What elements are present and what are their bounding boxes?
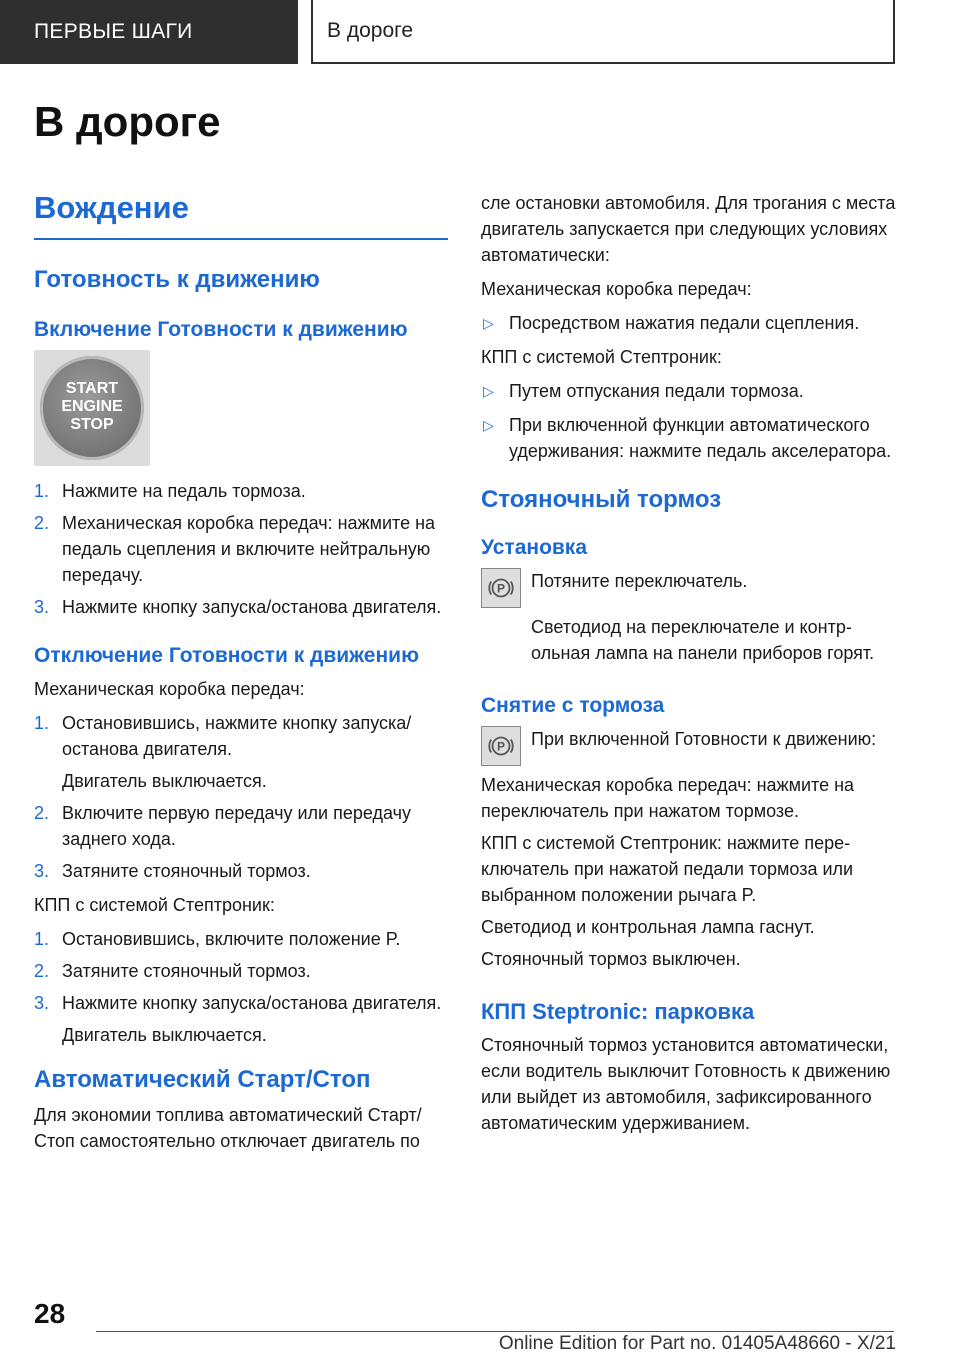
release-row <box>481 726 901 766</box>
parking-brake-icon <box>481 568 521 608</box>
release-step-3: КПП с системой Стептроник: нажмите переключатель при нажатой педали тормоза или выбранном положении рычага P. <box>481 833 854 905</box>
list-item <box>34 800 448 852</box>
steptronic-parking-text: Стояночный тормоз установится автоматически, если водитель выключит Готовность к движению или выйдет из автомобиля, зафиксированного автоматическим удерживанием. <box>481 1035 891 1133</box>
step-number: 1. <box>34 713 50 733</box>
steps-on-list <box>34 478 448 620</box>
release-step-1: При включенной Готовности к движению: <box>531 729 877 749</box>
step-number: 3. <box>34 861 50 881</box>
continued-text: сле остановки автомобиля. Для трогания с места двигатель запускается при следующих условиях автоматически: <box>481 193 896 265</box>
release-step-4: Светодиод и контрольная лампа гаснут. <box>481 917 815 937</box>
page-title: В дороге <box>34 98 221 145</box>
parking-brake-symbol-icon <box>488 733 514 759</box>
list-item <box>34 710 448 762</box>
set-step-2: Светодиод на переключателе и контрольная лампа на панели приборов горят. <box>531 617 875 663</box>
list-item <box>34 478 448 504</box>
bullet-triangle-icon: ▷ <box>483 315 494 331</box>
step-text: Остановившись, включите положение P. <box>62 929 401 949</box>
step-text: Затяните стояночный тормоз. <box>62 961 311 981</box>
page-header <box>0 0 960 66</box>
autostart-text: Для экономии топлива автоматический Старт/Стоп самостоятельно отключает двигатель по <box>34 1105 422 1151</box>
release-text-block <box>521 726 901 766</box>
steptronic-label: КПП с системой Стептроник: <box>481 347 722 367</box>
heading-autostart: Автоматический Старт/Стоп <box>34 1066 371 1093</box>
list-item <box>34 990 448 1016</box>
heading-driving: Вождение <box>34 190 448 240</box>
button-label <box>34 380 150 434</box>
list-item <box>34 958 448 984</box>
right-column <box>481 190 901 1136</box>
bullet-text: Посредством нажатия педали сцепления. <box>509 313 860 333</box>
list-item <box>34 594 448 620</box>
list-item <box>481 412 901 464</box>
heading-readiness: Готовность к движению <box>34 266 320 293</box>
step-number: 2. <box>34 961 50 981</box>
steps-off-auto-list <box>34 926 448 1048</box>
step-note: Двигатель выключается. <box>62 771 267 791</box>
set-row <box>481 568 901 608</box>
step-text: Затяните стояночный тормоз. <box>62 861 311 881</box>
set-step-1: Потяните переключатель. <box>531 571 748 591</box>
list-item <box>481 378 901 404</box>
button-label-engine: ENGINE <box>61 398 123 415</box>
step-number: 3. <box>34 597 50 617</box>
list-item <box>34 858 448 884</box>
svg-text:P: P <box>496 581 506 596</box>
release-step-2: Механическая коробка передач: нажмите на переключатель при нажатом тормозе. <box>481 775 855 821</box>
parking-brake-icon <box>481 726 521 766</box>
heading-readiness-on: Включение Готовности к движению <box>34 318 408 341</box>
start-engine-stop-button-image <box>34 350 150 466</box>
step-number: 1. <box>34 481 50 501</box>
heading-release: Снятие с тормоза <box>481 694 665 717</box>
step-number: 3. <box>34 993 50 1013</box>
step-text: Нажмите кнопку запуска/останова двигателя. <box>62 597 442 617</box>
steptronic-label: КПП с системой Стептроник: <box>34 895 275 915</box>
step-number: 2. <box>34 513 50 533</box>
step-text: Остановившись, нажмите кнопку запуска/ останова двигателя. <box>62 713 412 759</box>
set-text-block <box>521 568 901 608</box>
bullet-text: При включенной функции автоматического удерживания: нажмите педаль акселератора. <box>509 415 892 461</box>
section-title: В дороге <box>311 0 895 64</box>
step-text: Нажмите кнопку запуска/останова двигателя. <box>62 993 442 1013</box>
button-label-stop: STOP <box>70 416 114 433</box>
list-item <box>34 926 448 952</box>
footer-edition: Online Edition for Part no. 01405A48660 - X/21 <box>498 1333 896 1354</box>
step-text: Механическая коробка передач: нажмите на педаль сцепления и включите нейтральную передачу. <box>62 513 436 585</box>
step-number: 2. <box>34 803 50 823</box>
svg-text:P: P <box>496 739 506 754</box>
bullet-triangle-icon: ▷ <box>483 383 494 399</box>
bullet-text: Путем отпускания педали тормоза. <box>509 381 804 401</box>
footer-divider <box>96 1331 894 1332</box>
heading-set: Установка <box>481 536 587 559</box>
heading-readiness-off: Отключение Готовности к движению <box>34 644 420 667</box>
page-number: 28 <box>34 1298 66 1329</box>
list-item <box>34 510 448 588</box>
step-note: Двигатель выключается. <box>62 1025 267 1045</box>
step-number: 1. <box>34 929 50 949</box>
button-label-start: START <box>65 380 119 397</box>
bullet-triangle-icon: ▷ <box>483 417 494 433</box>
step-text: Включите первую передачу или передачу заднего хода. <box>62 803 411 849</box>
heading-steptronic-parking: КПП Steptronic: парковка <box>481 999 755 1024</box>
steps-off-manual-list <box>34 710 448 884</box>
list-item <box>481 310 901 336</box>
chapter-title: ПЕРВЫЕ ШАГИ <box>0 0 298 64</box>
left-column <box>34 190 448 1154</box>
manual-label: Механическая коробка передач: <box>34 679 305 699</box>
step-text: Нажмите на педаль тормоза. <box>62 481 306 501</box>
heading-parking-brake: Стояночный тормоз <box>481 486 722 513</box>
parking-brake-symbol-icon <box>488 575 514 601</box>
manual-label: Механическая коробка передач: <box>481 279 752 299</box>
release-step-5: Стояночный тормоз выключен. <box>481 949 741 969</box>
